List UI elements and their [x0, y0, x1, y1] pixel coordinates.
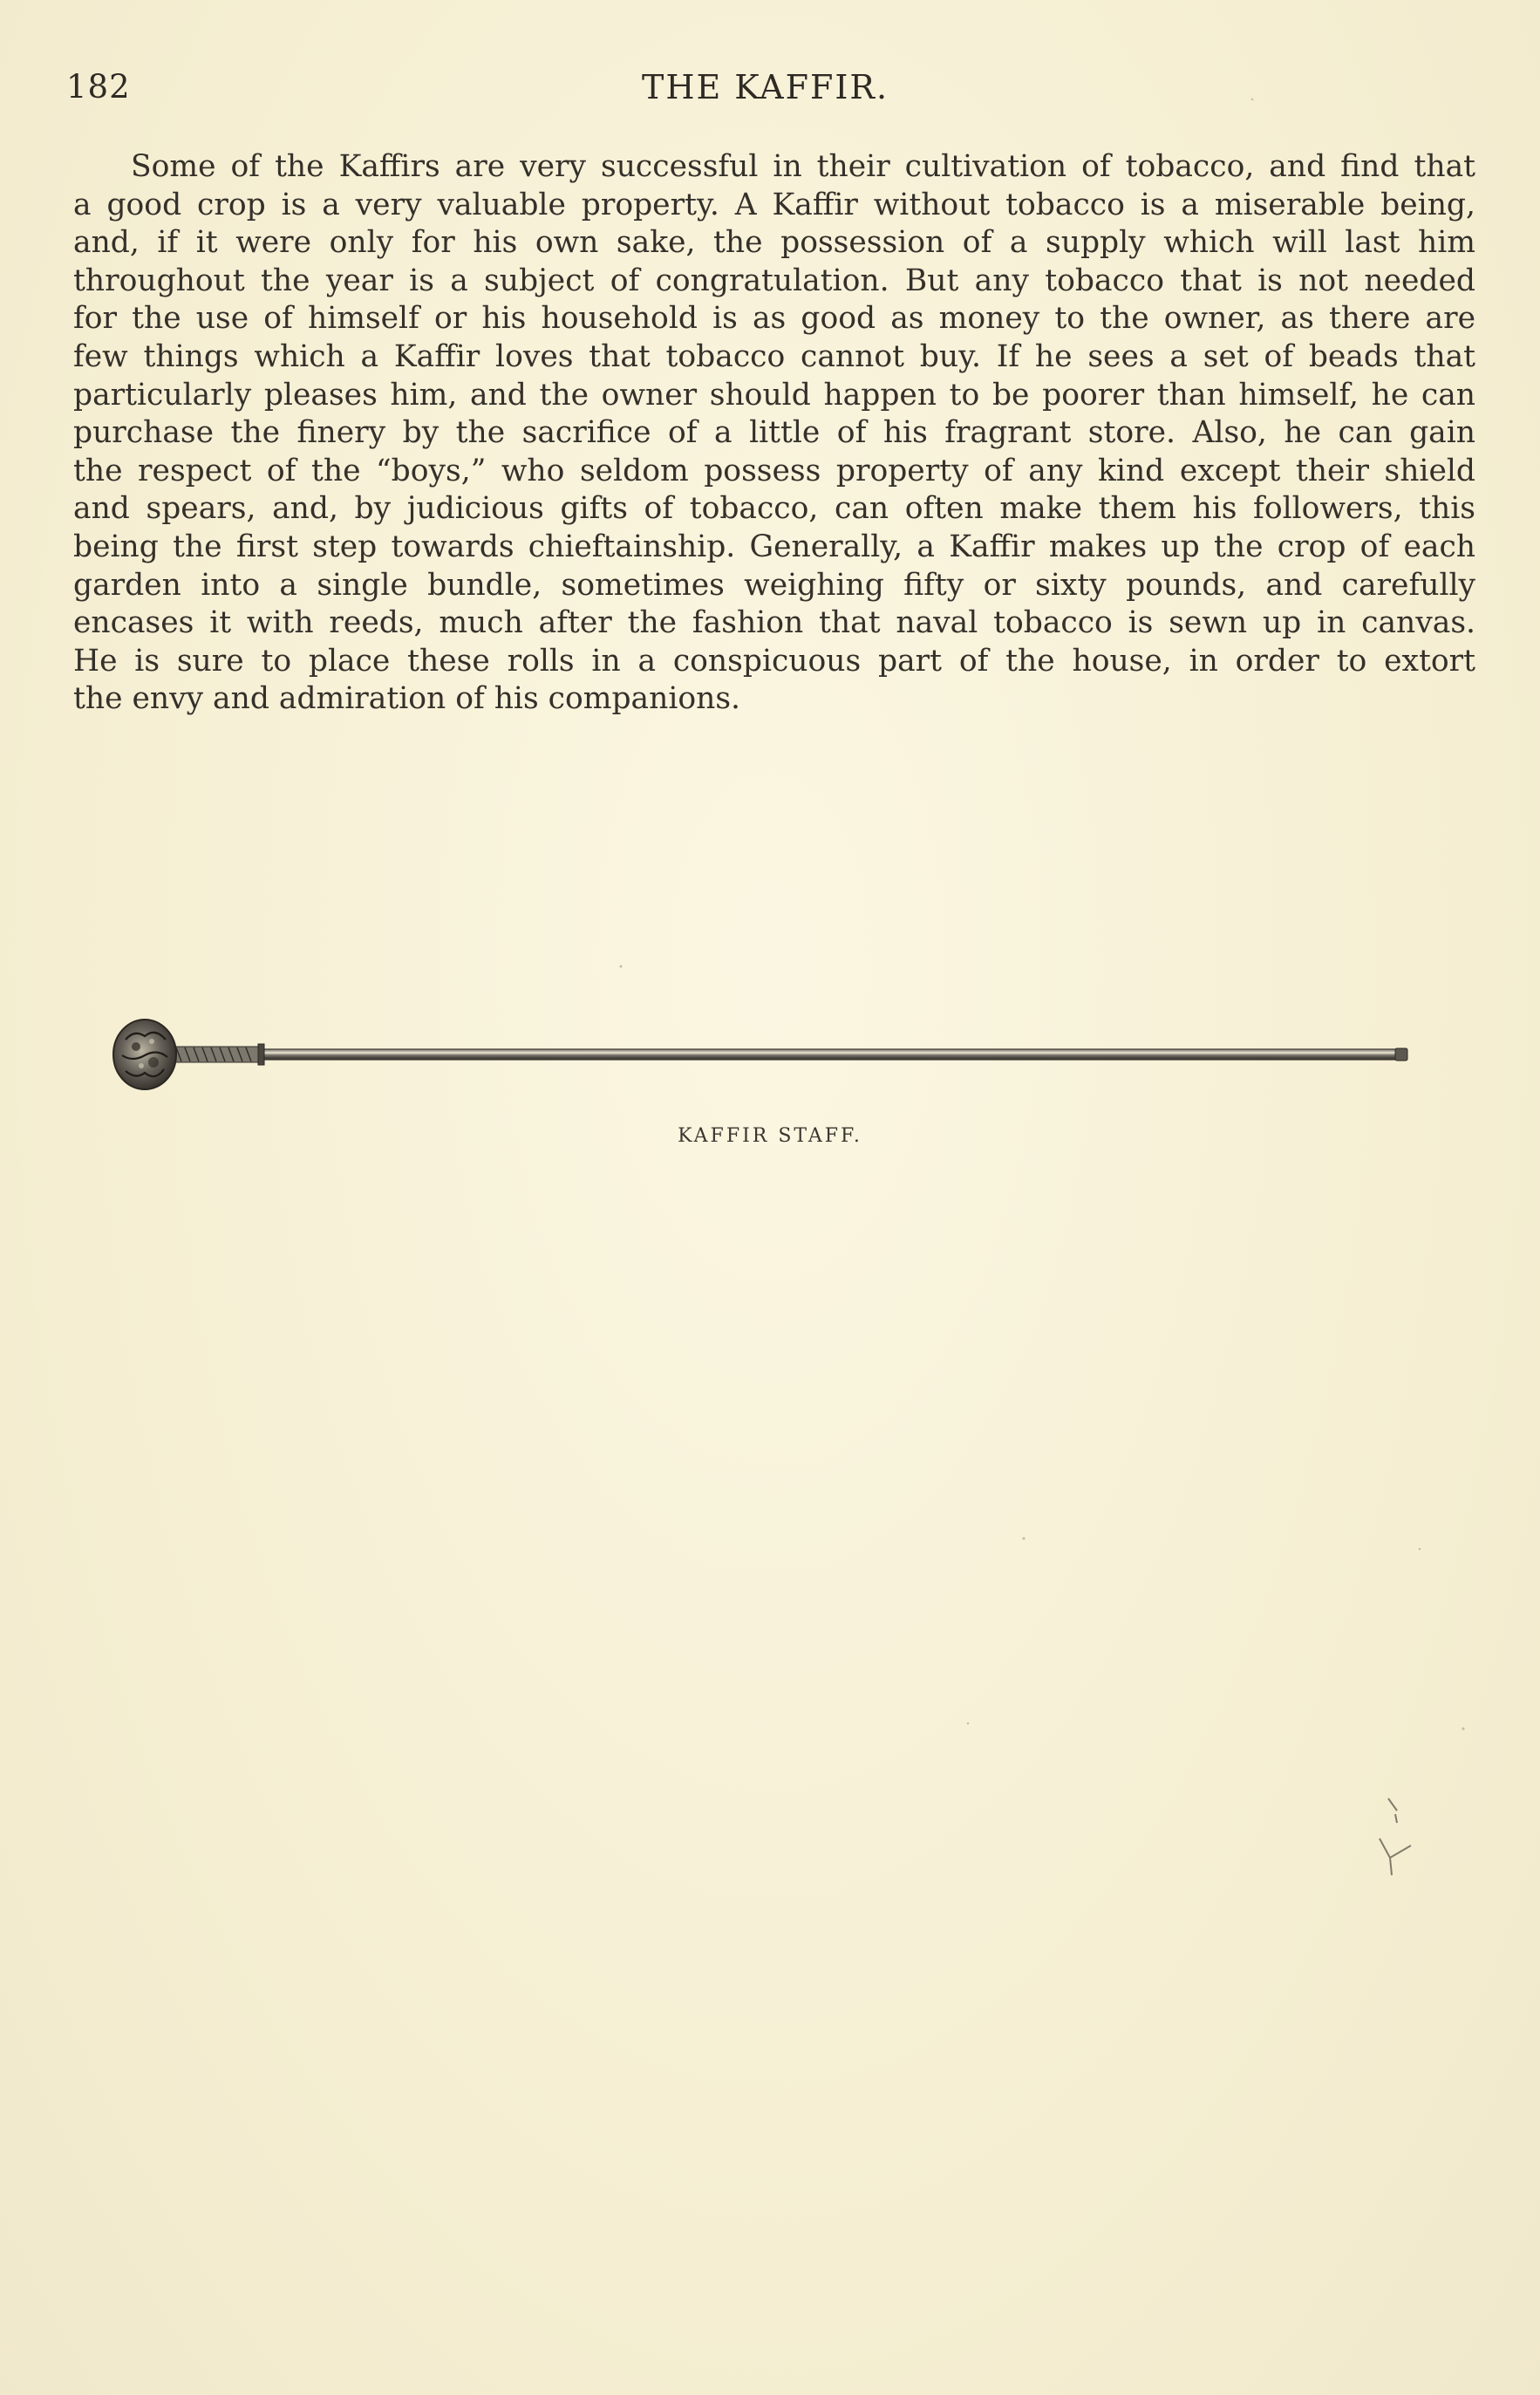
ink-mark [1380, 1798, 1411, 1875]
text-line: He is sure to place these rolls in a conspicuous part of the house, in order to extort [73, 643, 1475, 679]
text-line: and spears, and, by judicious gifts of tobacco, can often make them his followers, this [73, 491, 1475, 527]
text-line: throughout the year is a subject of congratulation. But any tobacco that is not needed [73, 263, 1475, 298]
text-line: for the use of himself or his household is as good as money to the owner, as there are [73, 301, 1475, 337]
text-line: the respect of the “boys,” who seldom possess property of any kind except their shield [73, 453, 1475, 488]
page-number: 182 [66, 68, 131, 106]
figure-caption: KAFFIR STAFF. [678, 1125, 862, 1147]
text-line: few things which a Kaffir loves that tobacco cannot buy. If he sees a set of beads that [73, 338, 1475, 374]
text-line: particularly pleases him, and the owner should happen to be poorer than himself, he can [73, 377, 1475, 413]
text-line: a good crop is a very valuable property. A Kaffir without tobacco is a miserable being, [73, 187, 1475, 222]
text-line: Some of the Kaffirs are very successful in their cultivation of tobacco, and find that [131, 149, 1475, 184]
text-line: garden into a single bundle, sometimes weighing fifty or sixty pounds, and carefully [73, 567, 1475, 603]
text-line: purchase the finery by the sacrifice of a little of his fragrant store. Also, he can gain [73, 415, 1475, 451]
running-title: THE KAFFIR. [642, 68, 889, 106]
text-line: and, if it were only for his own sake, the possession of a supply which will last him [73, 225, 1475, 261]
running-head [66, 68, 1479, 112]
kaffir-staff-illustration [106, 1012, 1414, 1099]
text-line: the envy and admiration of his companions. [73, 681, 741, 717]
text-line: being the first step towards chieftainship. Generally, a Kaffir makes up the crop of each [73, 529, 1475, 564]
staff-knob [113, 1020, 176, 1089]
body-paragraph [73, 148, 1475, 719]
text-line: encases it with reeds, much after the fashion that naval tobacco is sewn up in canvas. [73, 605, 1475, 641]
staff-engraving [106, 1012, 1414, 1099]
staff-collar [164, 1044, 264, 1065]
